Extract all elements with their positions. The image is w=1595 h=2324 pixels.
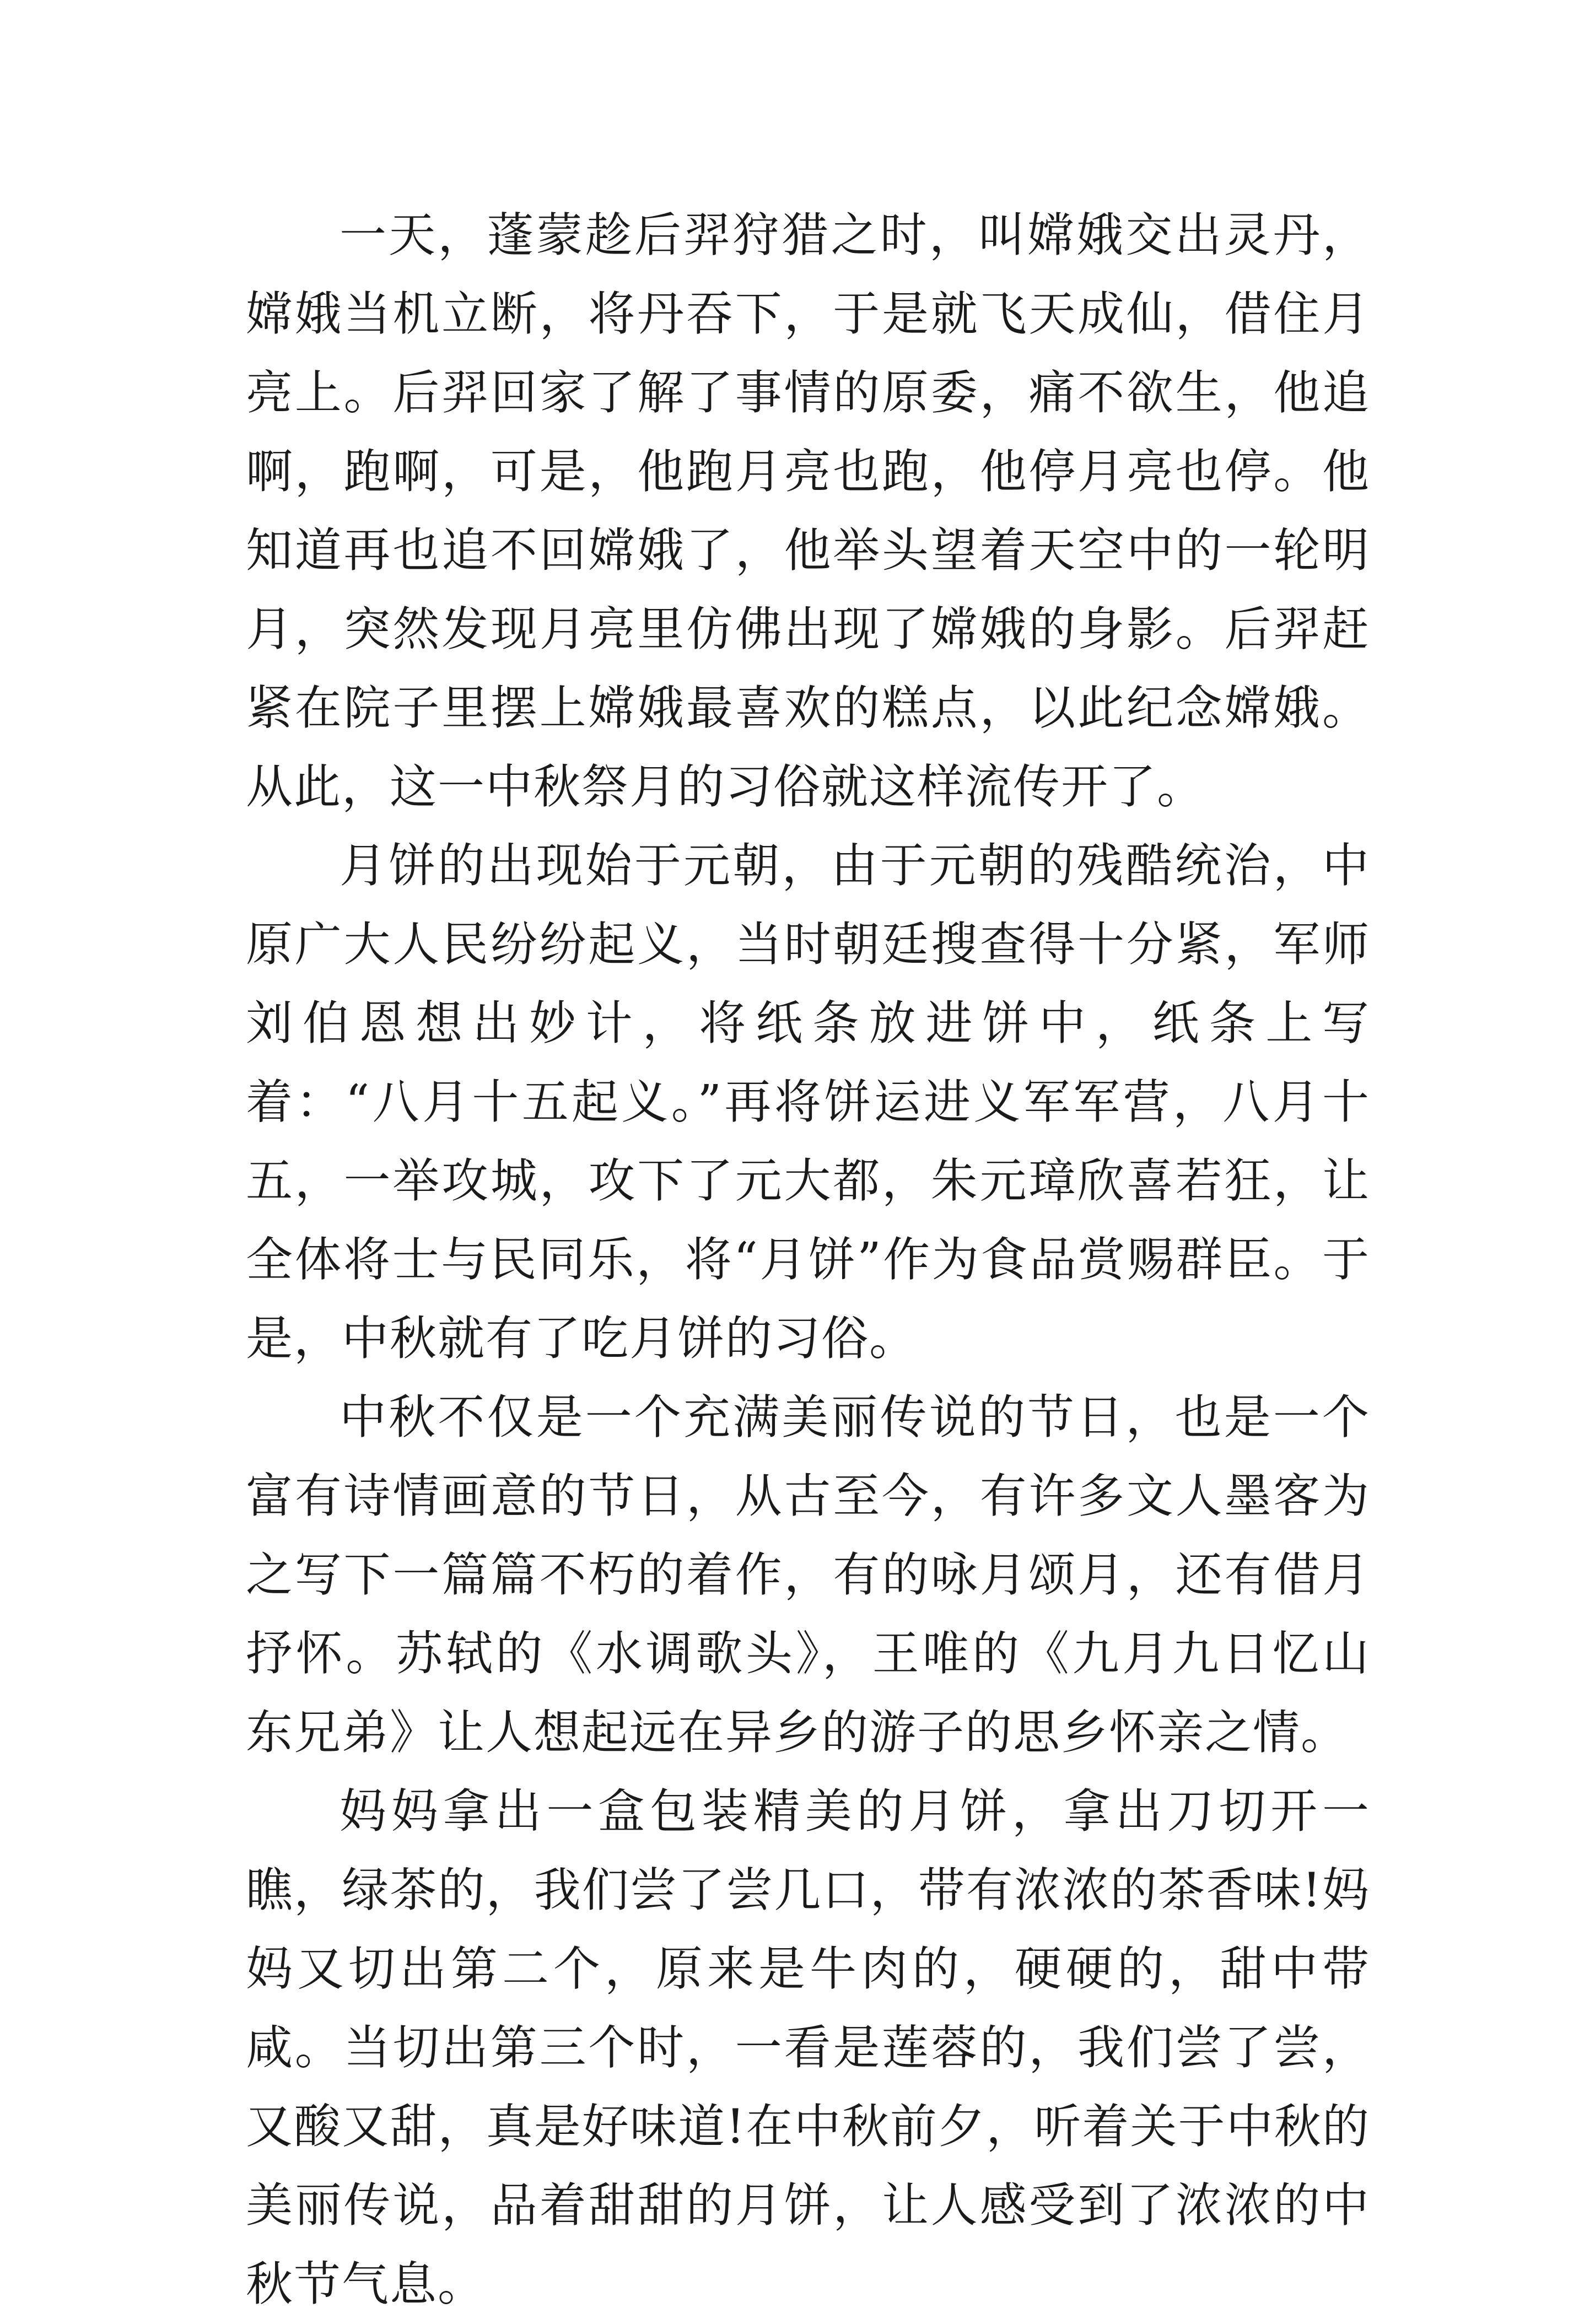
document-body [246,196,1370,2324]
paragraph-mooncake-origin: 月饼的出现始于元朝，由于元朝的残酷统治，中原广大人民纷纷起义，当时朝廷搜查得十分紧，军师刘伯恩想出妙计，将纸条放进饼中，纸条上写着：“八月十五起义。”再将饼运进义军军营，八月十五，一举攻城，攻下了元大都，朱元璋欣喜若狂，让全体将士与民同乐，将“月饼”作为食品赏赐群臣。于是，中秋就有了吃月饼的习俗。 [246,839,1370,1366]
paragraph-poetry: 中秋不仅是一个充满美丽传说的节日，也是一个富有诗情画意的节日，从古至今，有许多文人墨客为之写下一篇篇不朽的着作，有的咏月颂月，还有借月抒怀。苏轼的《水调歌头》，王唯的《九月九日忆山东兄弟》让人想起远在异乡的游子的思乡怀亲之情。 [246,1390,1370,1760]
paragraph-change-legend: 一天，蓬蒙趁后羿狩猎之时，叫嫦娥交出灵丹，嫦娥当机立断，将丹吞下，于是就飞天成仙，借住月亮上。后羿回家了解了事情的原委，痛不欲生，他追啊，跑啊，可是，他跑月亮也跑，他停月亮也停。他知道再也追不回嫦娥了，他举头望着天空中的一轮明月，突然发现月亮里仿佛出现了嫦娥的身影。后羿赶紧在院子里摆上嫦娥最喜欢的糕点，以此纪念嫦娥。从此，这一中秋祭月的习俗就这样流传开了。 [246,208,1370,815]
paragraph-tasting: 妈妈拿出一盒包装精美的月饼，拿出刀切开一瞧，绿茶的，我们尝了尝几口，带有浓浓的茶香味!妈妈又切出第二个，原来是牛肉的，硬硬的，甜中带咸。当切出第三个时，一看是莲蓉的，我们尝了尝，又酸又甜，真是好味道!在中秋前夕，听着关于中秋的美丽传说，品着甜甜的月饼，让人感受到了浓浓的中秋节气息。 [246,1784,1370,2312]
